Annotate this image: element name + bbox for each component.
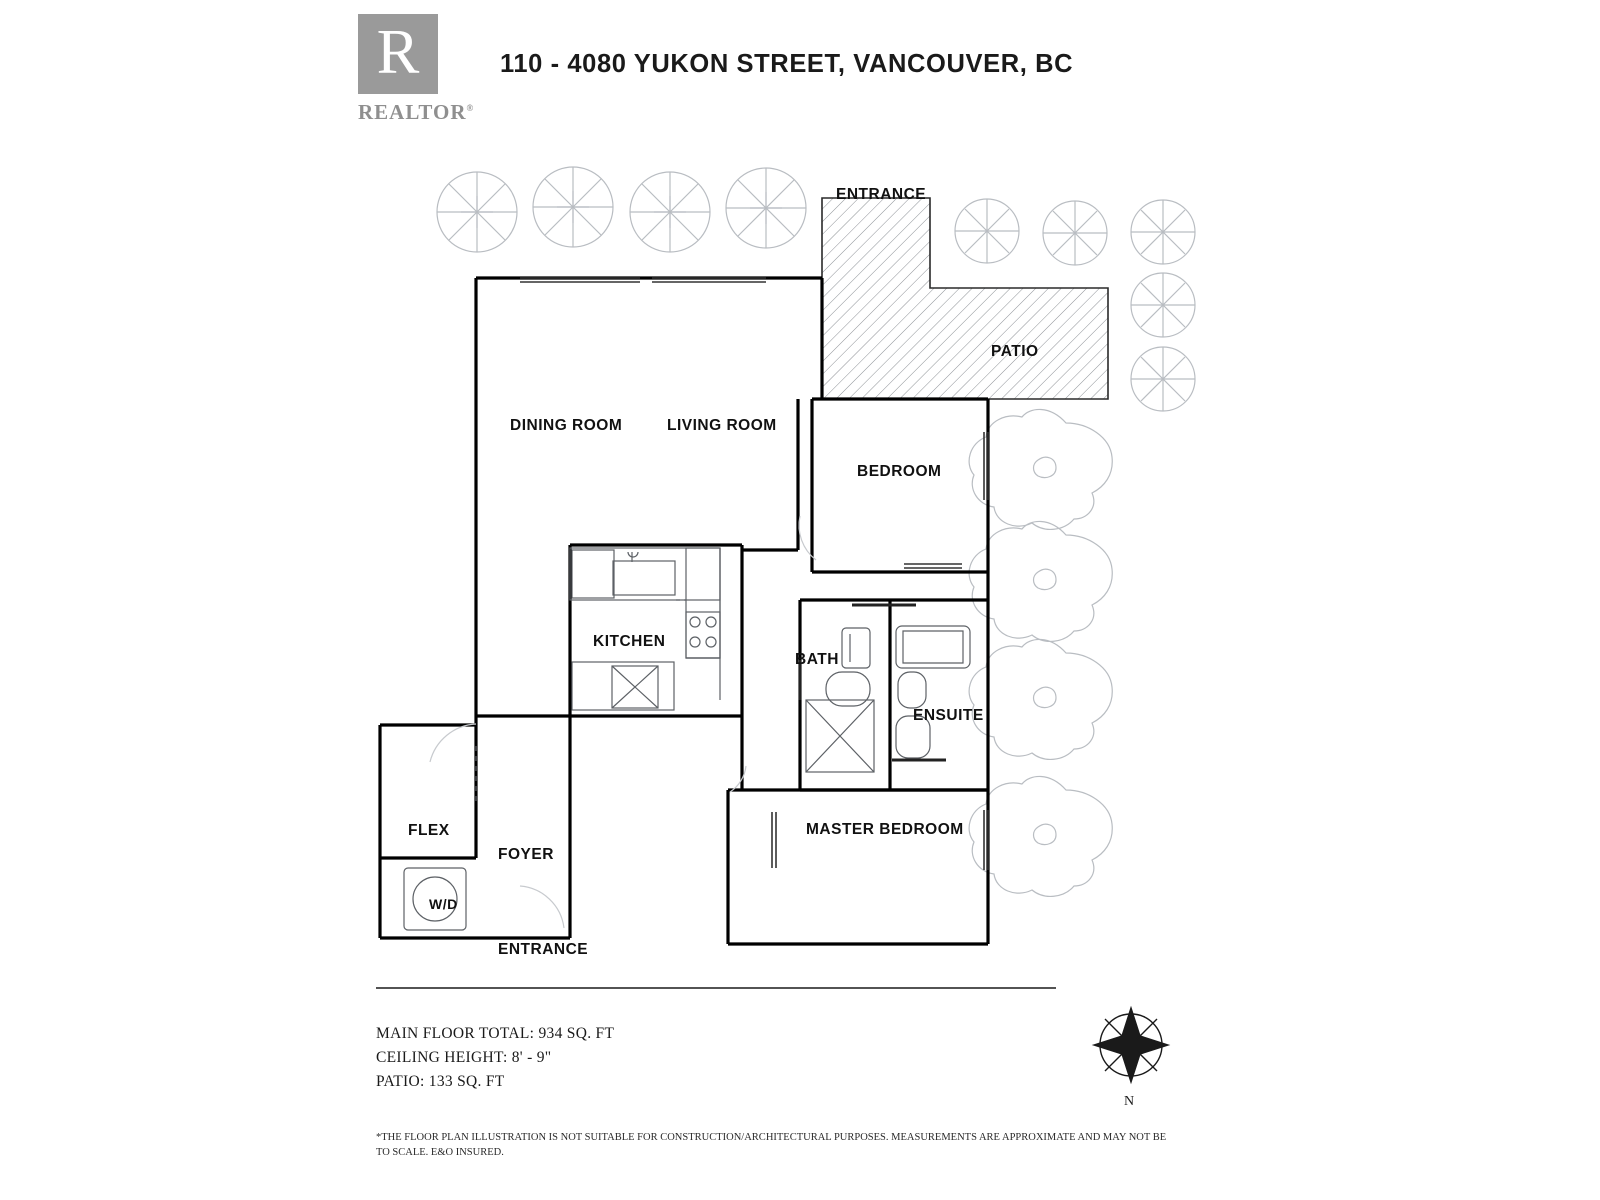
- compass-north-label: N: [1124, 1094, 1135, 1109]
- shrub-icon: [955, 199, 1019, 263]
- shrub-icon: [437, 172, 517, 252]
- room-label-entrance-patio: ENTRANCE: [836, 186, 927, 203]
- summary-line-main-floor: MAIN FLOOR TOTAL: 934 SQ. FT: [376, 1025, 615, 1042]
- tree-icon: [969, 521, 1112, 641]
- realtor-logo-letter: R: [376, 16, 420, 87]
- shrub-icon: [630, 172, 710, 252]
- shrub-icon: [1131, 273, 1195, 337]
- room-label-foyer: FOYER: [498, 846, 554, 863]
- room-label-dining-room: DINING ROOM: [510, 417, 623, 434]
- compass-rose: [1094, 1008, 1168, 1082]
- shrub-icon: [726, 168, 806, 248]
- disclaimer-text: *THE FLOOR PLAN ILLUSTRATION IS NOT SUITABLE FOR CONSTRUCTION/ARCHITECTURAL PURPOSES. MEASUREMENTS ARE APPROXIMATE AND MAY NOT BE TO SCALE. E&O INSURED.: [376, 1132, 1167, 1158]
- room-label-patio: PATIO: [991, 343, 1039, 360]
- room-label-living-room: LIVING ROOM: [667, 417, 777, 434]
- patio-area: [822, 198, 1108, 399]
- shrub-icon: [1131, 347, 1195, 411]
- room-label-flex: FLEX: [408, 822, 450, 839]
- realtor-wordmark-text: REALTOR: [358, 100, 467, 124]
- tree-icon: [969, 409, 1112, 529]
- tree-icon: [969, 639, 1112, 759]
- tree-icon: [969, 776, 1112, 896]
- summary-line-patio: PATIO: 133 SQ. FT: [376, 1073, 505, 1090]
- room-label-kitchen: KITCHEN: [593, 633, 666, 650]
- room-label-ensuite: ENSUITE: [913, 707, 984, 724]
- shrub-icon: [533, 167, 613, 247]
- room-label-bedroom: BEDROOM: [857, 463, 942, 480]
- room-label-entrance-main: ENTRANCE: [498, 941, 589, 958]
- room-label-washer-dryer: W/D: [429, 896, 458, 912]
- summary-line-ceiling-height: CEILING HEIGHT: 8' - 9": [376, 1049, 552, 1066]
- shrub-icon: [1131, 200, 1195, 264]
- room-label-bath: BATH: [795, 651, 839, 668]
- shrub-icon: [1043, 201, 1107, 265]
- realtor-wordmark-sup: ®: [466, 103, 475, 113]
- floor-summary: [376, 1022, 614, 1094]
- room-label-master-bedroom: MASTER BEDROOM: [806, 821, 964, 838]
- page-title: 110 - 4080 YUKON STREET, VANCOUVER, BC: [500, 50, 1074, 78]
